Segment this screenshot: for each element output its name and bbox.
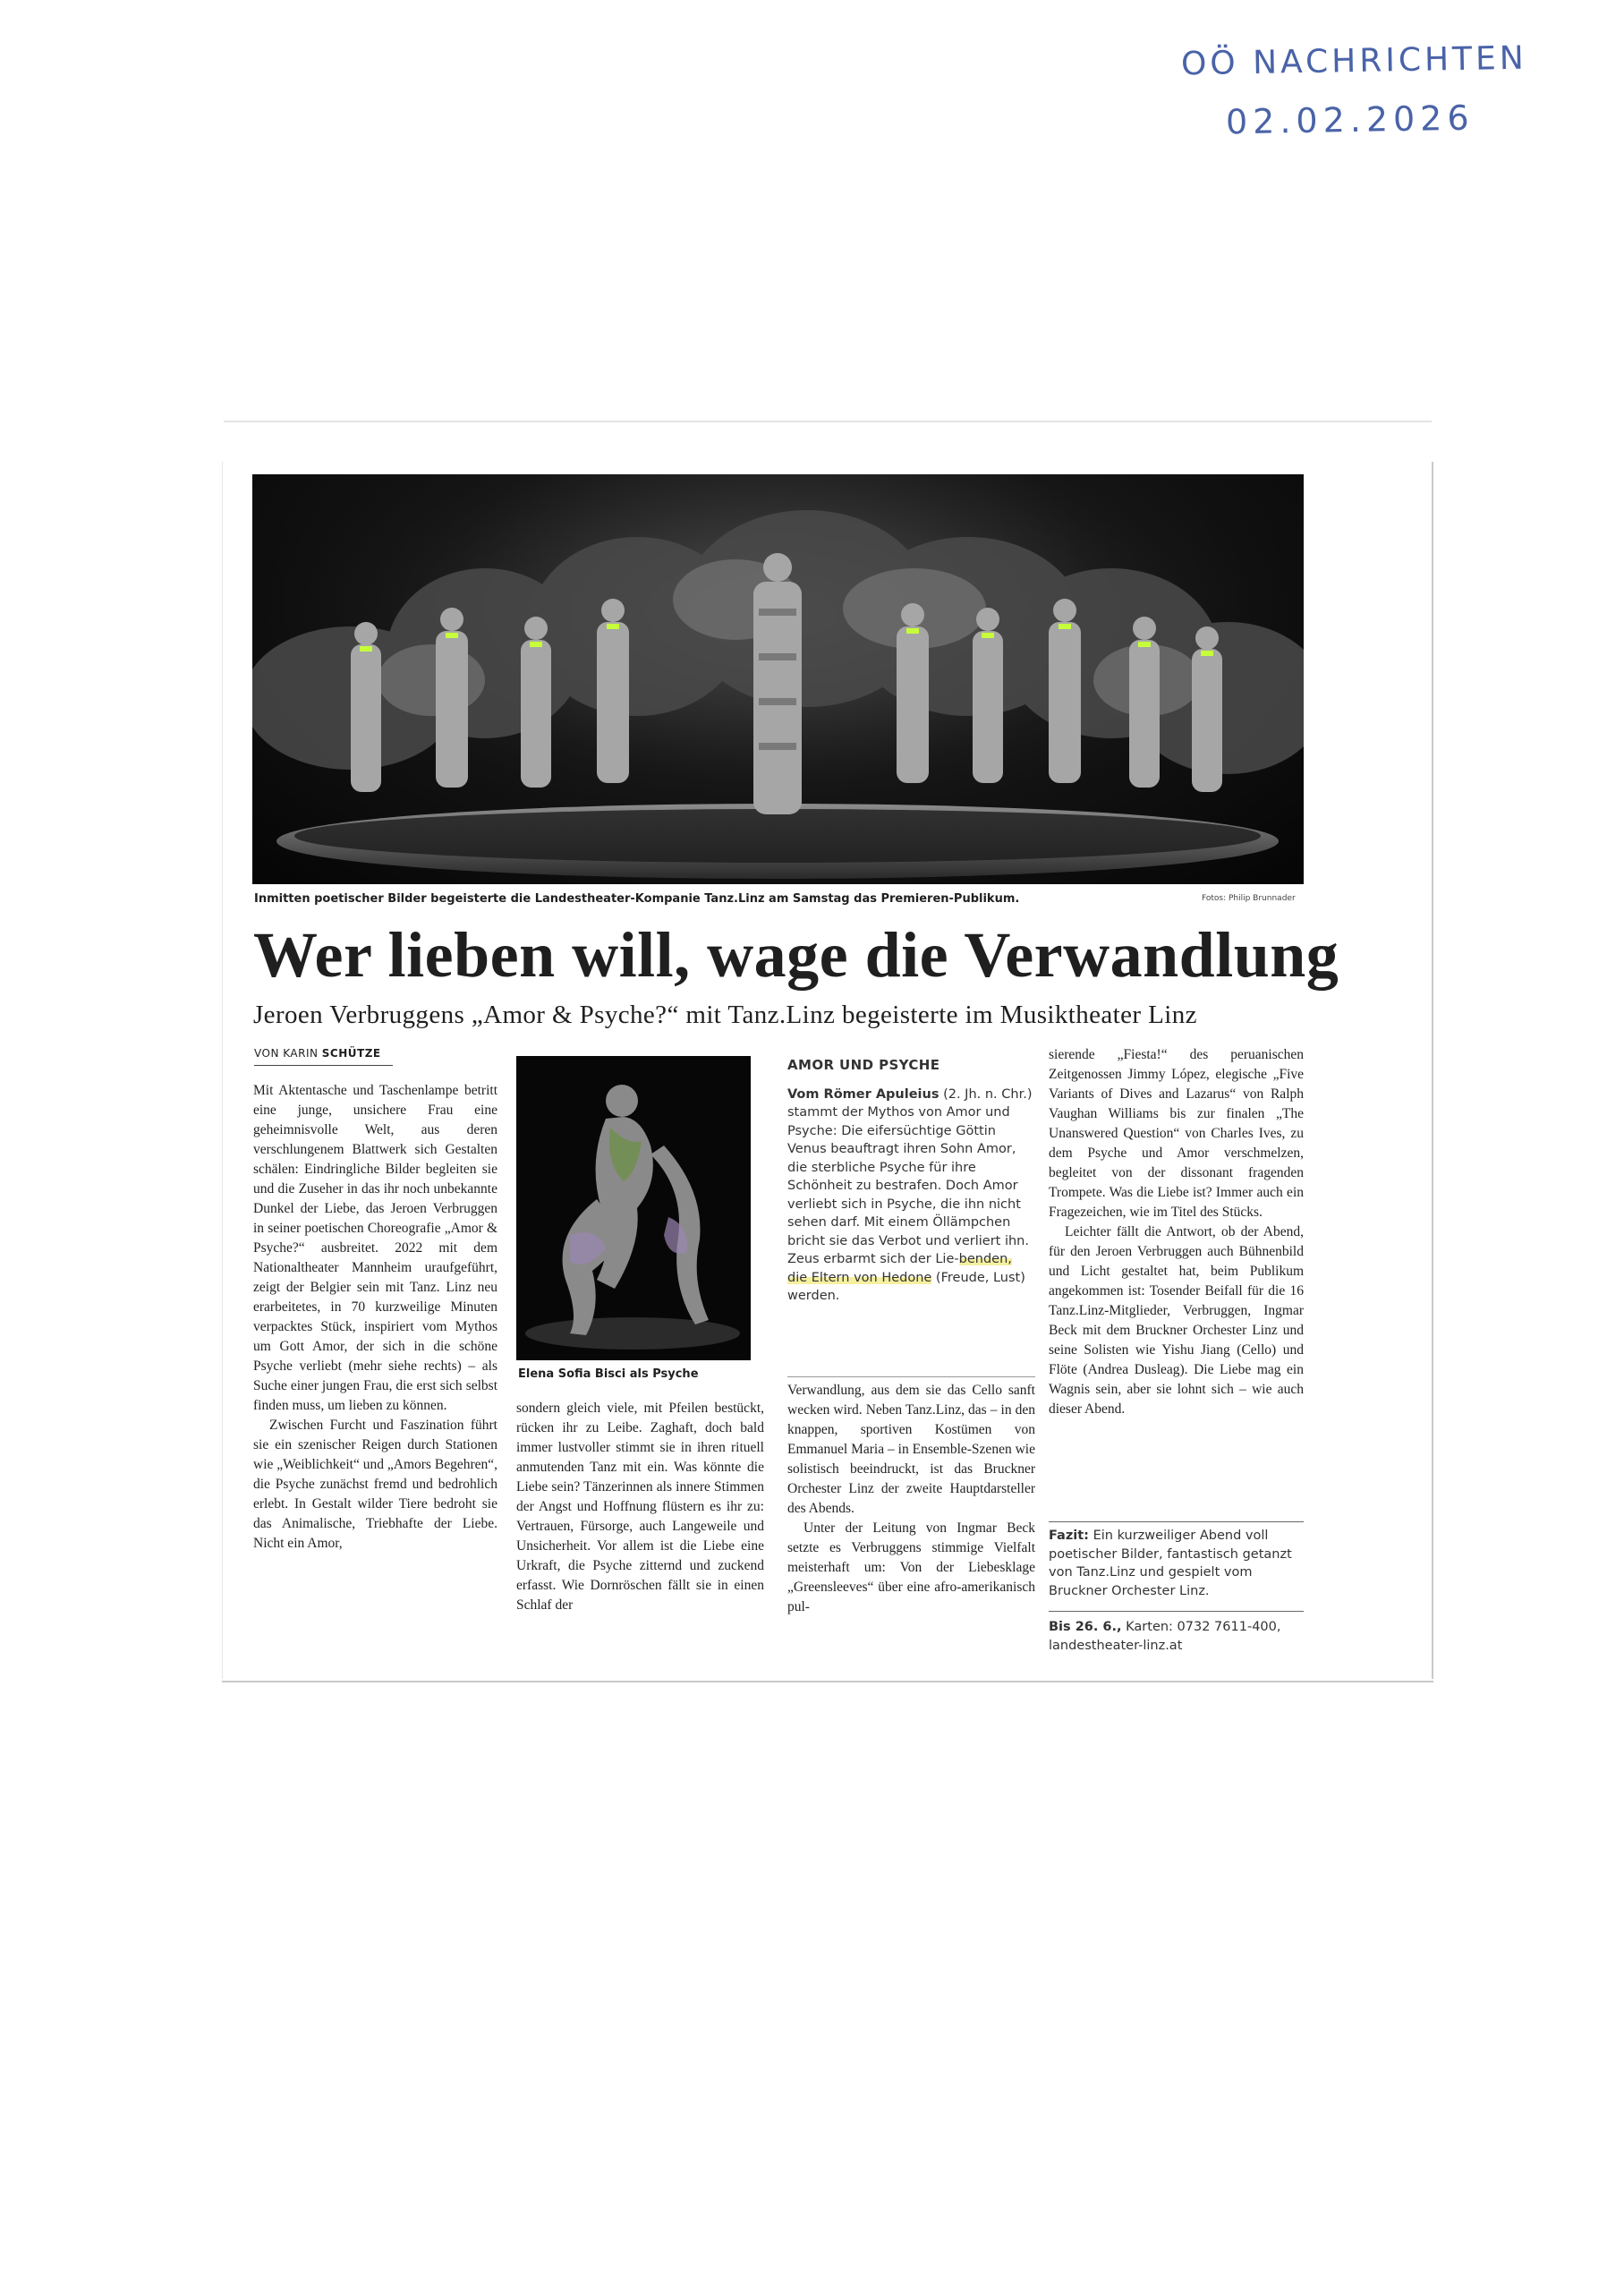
- info-box-text: (2. Jh. n. Chr.) stammt der Mythos von Amor und Psyche: Die eifersüchtige Göttin Venus beauftragt ihren Sohn Amor, die sterbliche Psyche für ihre Schönheit zu bestrafen. Doch Amor verliebt sich in Psyche, die ihn nicht sehen darf. Mit einem Öllämpchen bricht sie das Verbot und verliert ihn. Zeus erbarmt sich der Lie-: [787, 1086, 1033, 1266]
- inset-caption: Elena Sofia Bisci als Psyche: [518, 1367, 699, 1381]
- scan-frame-top: [224, 421, 1432, 422]
- inset-photo-psyche: [516, 1056, 751, 1360]
- info-box-text-end: (Freude, Lust) werden.: [787, 1270, 1025, 1303]
- info-box-title: AMOR UND PSYCHE: [787, 1057, 940, 1073]
- article-column-3: [787, 1381, 1035, 1617]
- article-column-1: [253, 1081, 497, 1554]
- column-4-paragraph-1: sierende „Fiesta!“ des peruanischen Zeitgenossen Jimmy López, elegische „Five Variants of Dives and Lazarus“ von Ralph Vaughan Williams bis zur finalen „The Unanswered Question“ von Charles Ives, zu dem Psyche und Amor verschmelzen, begleitet von der dissonant fragenden Trompete. Was die Liebe ist? Immer auch ein Fragezeichen, wie im Titel des Stücks.: [1049, 1047, 1304, 1220]
- stage-scene: [252, 474, 1304, 884]
- subheadline: Jeroen Verbruggens „Amor & Psyche?“ mit Tanz.Linz begeisterte im Musiktheater Linz: [253, 1001, 1197, 1029]
- dates-rule: [1049, 1611, 1304, 1612]
- column-4-paragraph-2: Leichter fällt die Antwort, ob der Abend, für den Jeroen Verbruggen auch Bühnenbild und Licht gestaltet hat, beim Publikum angekommen ist: Tosender Beifall für die 16 Tanz.Linz-Mitglieder, Verbruggen, Ingmar Beck mit dem Bruckner Orchester Linz und seine Solisten wie Yishu Jiang (Cello) und Flöte (Andrea Dusleag). Die Liebe mag ein Wagnis sein, aber sie lohnt sich – wie auch dieser Abend.: [1049, 1224, 1304, 1417]
- dancer-silhouette: [516, 1056, 751, 1360]
- fazit-rule: [1049, 1521, 1304, 1522]
- scan-frame-right: [1432, 462, 1433, 1679]
- fazit-text: Ein kurzweiliger Abend voll poetischer Bilder, fantastisch getanzt von Tanz.Linz und gespielt vom Bruckner Orchester Linz.: [1049, 1529, 1292, 1598]
- article-column-2: [516, 1399, 764, 1615]
- byline: [254, 1047, 381, 1060]
- photo-credit: Fotos: Philip Brunnader: [1202, 894, 1296, 903]
- info-box-lead: Vom Römer Apuleius: [787, 1086, 940, 1102]
- handwritten-date: 02.02.2026: [1225, 98, 1475, 142]
- hero-caption: Inmitten poetischer Bilder begeisterte die Landestheater-Kompanie Tanz.Linz am Samstag das Premieren-Publikum.: [254, 892, 1020, 906]
- info-box-amor-und-psyche: [787, 1056, 1035, 1306]
- performance-dates: [1049, 1618, 1304, 1655]
- fazit: [1049, 1527, 1304, 1600]
- column-3-paragraph-1: Verwandlung, aus dem sie das Cello sanft wecken wird. Neben Tanz.Linz, das – in den knappen, sportiven Kostümen von Emmanuel Maria – in Ensemble-Szenen wie solistisch beeindruckt, ist das Bruckner Orchester Linz der zweite Hauptdarsteller des Abends.: [787, 1383, 1035, 1516]
- byline-author: SCHÜTZE: [321, 1047, 381, 1060]
- column-1-paragraph-2: Zwischen Furcht und Faszination führt sie ein szenischer Reigen durch Stationen wie „Weiblichkeit“ und „Amors Begehren“, die Psyche zunächst fremd und bedrohlich erlebt. In Gestalt wilder Tiere bedroht sie das Animalische, Triebhafte der Liebe. Nicht ein Amor,: [253, 1418, 497, 1551]
- hero-photo: [252, 474, 1304, 884]
- scan-frame-bottom: [222, 1681, 1433, 1682]
- headline: Wer lieben will, wage die Verwandlung: [253, 919, 1339, 991]
- dates-text: Karten: 0732 7611-400, landestheater-linz.at: [1049, 1620, 1281, 1653]
- info-box-rule: [787, 1376, 1035, 1377]
- article-column-4: [1049, 1045, 1304, 1419]
- handwritten-source: OÖ NACHRICHTEN: [1180, 39, 1528, 83]
- dates-label: Bis 26. 6.,: [1049, 1620, 1122, 1634]
- byline-prefix: VON KARIN: [254, 1047, 322, 1060]
- column-2-paragraph-1: sondern gleich viele, mit Pfeilen bestückt, rücken ihr zu Leibe. Zaghaft, doch bald immer lustvoller stimmt sie in ihren rituell anmutenden Tanz mit ein. Was könnte die Liebe sein? Tänzerinnen als innere Stimmen der Angst und Hoffnung flüstern es ihr zu: Vertrauen, Fürsorge, auch Langeweile und Unsicherheit. Vor allem ist die Liebe eine Urkraft, die Psyche zitternd und zuckend erfasst. Wie Dornröschen fällt sie in einen Schlaf der: [516, 1401, 764, 1613]
- column-1-paragraph-1: Mit Aktentasche und Taschenlampe betritt eine junge, unsichere Frau eine geheimnisvolle Welt, aus deren verschlungenem Blattwerk sich Gestalten schälen: Eindringliche Bilder begleiten sie und die Zuseher in das ihr noch unbekannte Dunkel der Liebe, das Jeroen Verbruggen in seiner poetischen Choreografie „Amor & Psyche?“ ausbreitet. 2022 mit dem Nationaltheater Mannheim uraufgeführt, zeigt der Belgier sein mit Tanz. Linz neu erarbeitetes, in 70 kurzweilige Minuten verpacktes Stück, inspiriert vom Mythos um Gott Amor, der sich in die schöne Psyche verliebt (mehr siehe rechts) – als Suche einer jungen Frau, die erst sich selbst finden muss, um lieben zu können.: [253, 1083, 497, 1413]
- info-box-highlight: benden, die Eltern von Hedone: [787, 1252, 1012, 1285]
- info-box-body: [787, 1086, 1035, 1306]
- fazit-label: Fazit:: [1049, 1529, 1089, 1543]
- byline-rule: [254, 1065, 393, 1066]
- scan-frame-left: [222, 462, 223, 1679]
- column-3-paragraph-2: Unter der Leitung von Ingmar Beck setzte es Verbruggens stimmige Vielfalt meisterhaft um: Von der Liebesklage „Greensleeves“ über eine afro-amerikanisch pul-: [787, 1520, 1035, 1614]
